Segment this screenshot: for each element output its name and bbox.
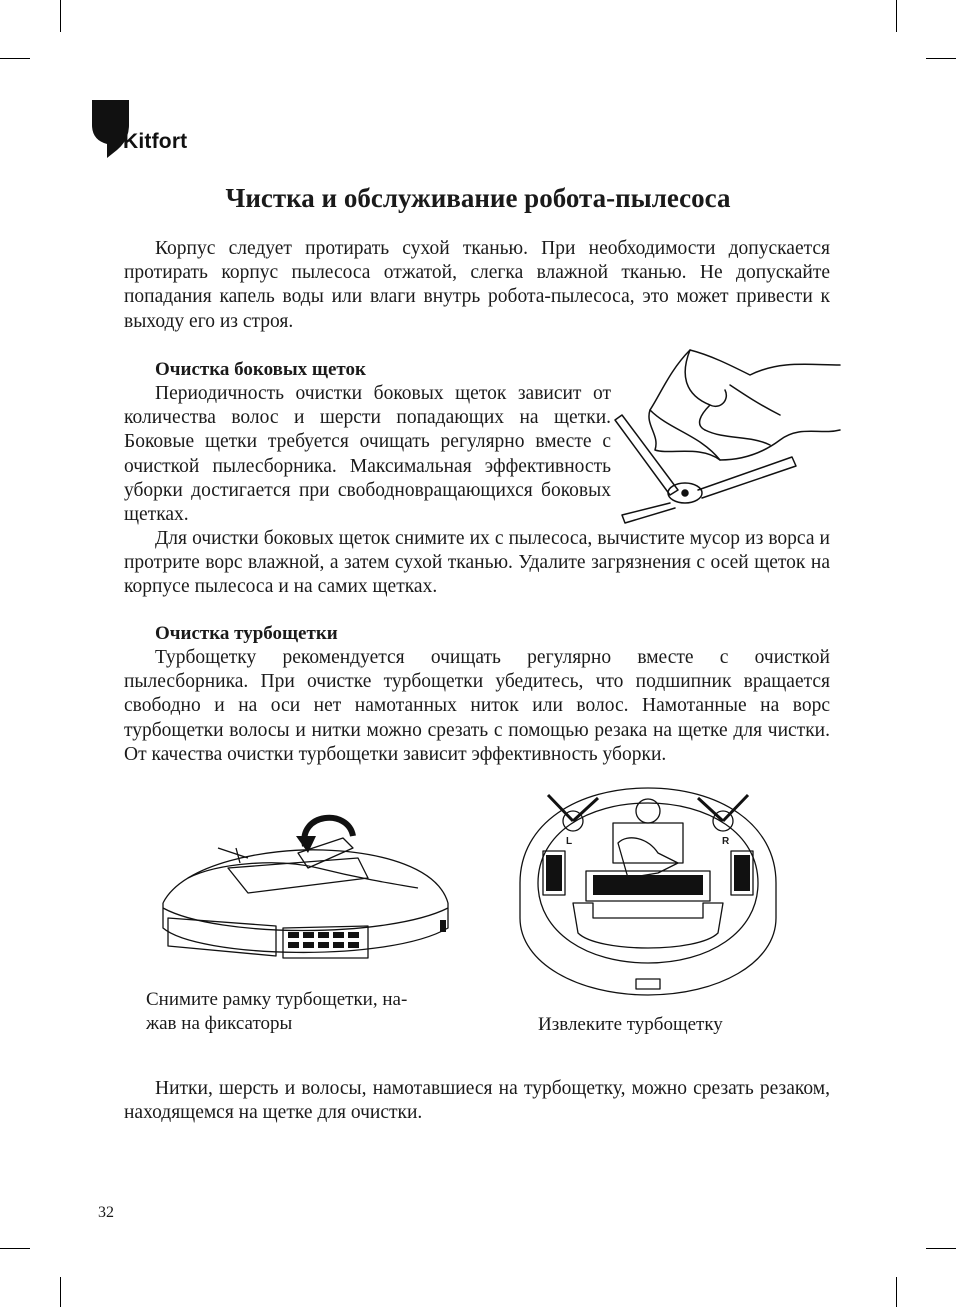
side-brushes-paragraph-2: Для очистки боковых щеток снимите их с пылесоса, вычистите мусор из ворса и протрите ворс влажной, а затем сухой тканью. Удалите загрязнения с осей щеток на корпусе пылесоса и на самих щетках. xyxy=(124,528,830,598)
robot-bottom-view-illustration xyxy=(518,783,778,998)
page-title: Чистка и обслуживание робота-пылесоса xyxy=(225,183,731,213)
intro-paragraph: Корпус следует протирать сухой тканью. При необходимости допускается протирать корпус пылесоса отжатой, слегка влажной тканью. Не допускайте попадания капель воды или влаги внутрь робота-пылесоса, это может привести к выходу его из строя. xyxy=(124,238,830,332)
closing-paragraph: Нитки, шерсть и волосы, намотавшиеся на турбощетку, можно срезать резаком, находящемся на щетке для очистки. xyxy=(124,1078,830,1124)
page-number: 32 xyxy=(98,1204,114,1221)
left-figure-caption-line-2: жав на фиксаторы xyxy=(146,1013,293,1034)
crop-mark xyxy=(896,1277,897,1307)
robot-side-view-illustration xyxy=(158,808,454,968)
robot-right-label: R xyxy=(722,836,730,847)
side-brushes-heading: Очистка боковых щеток xyxy=(155,359,366,380)
side-brushes-paragraph-1: Периодичность очистки боковых щеток зависит от количества волос и шерсти попадающих на щетки. Боковые щетки требуется очищать регулярно вместе с очисткой пылесборника. Максимальная эффективность уборки достигается при свободновращающихся боковых щетках. xyxy=(124,383,611,526)
robot-left-label: L xyxy=(566,836,573,847)
crop-mark xyxy=(0,58,30,59)
turbo-brush-heading: Очистка турбощетки xyxy=(155,623,338,644)
crop-mark xyxy=(0,1248,30,1249)
crop-mark xyxy=(60,0,61,32)
crop-mark xyxy=(926,58,956,59)
crop-mark xyxy=(926,1248,956,1249)
crop-mark xyxy=(896,0,897,32)
crop-mark xyxy=(60,1277,61,1307)
brand-name: Kitfort xyxy=(123,130,188,153)
turbo-brush-paragraph: Турбощетку рекомендуется очищать регулярно вместе с очисткой пылесборника. При очистке турбощетки убедитесь, что подшипник вращается свободно и на оси нет намотанных ниток или волос. Намотанные на ворс турбощетки волосы и нитки можно срезать с помощью резака на щетке для чистки. От качества очистки турбощетки зависит эффективность уборки. xyxy=(124,647,830,765)
right-figure-caption: Извлеките турбощетку xyxy=(538,1014,723,1035)
left-figure-caption-line-1: Снимите рамку турбощетки, на- xyxy=(146,989,408,1010)
hand-cleaning-side-brush-illustration xyxy=(610,345,850,525)
